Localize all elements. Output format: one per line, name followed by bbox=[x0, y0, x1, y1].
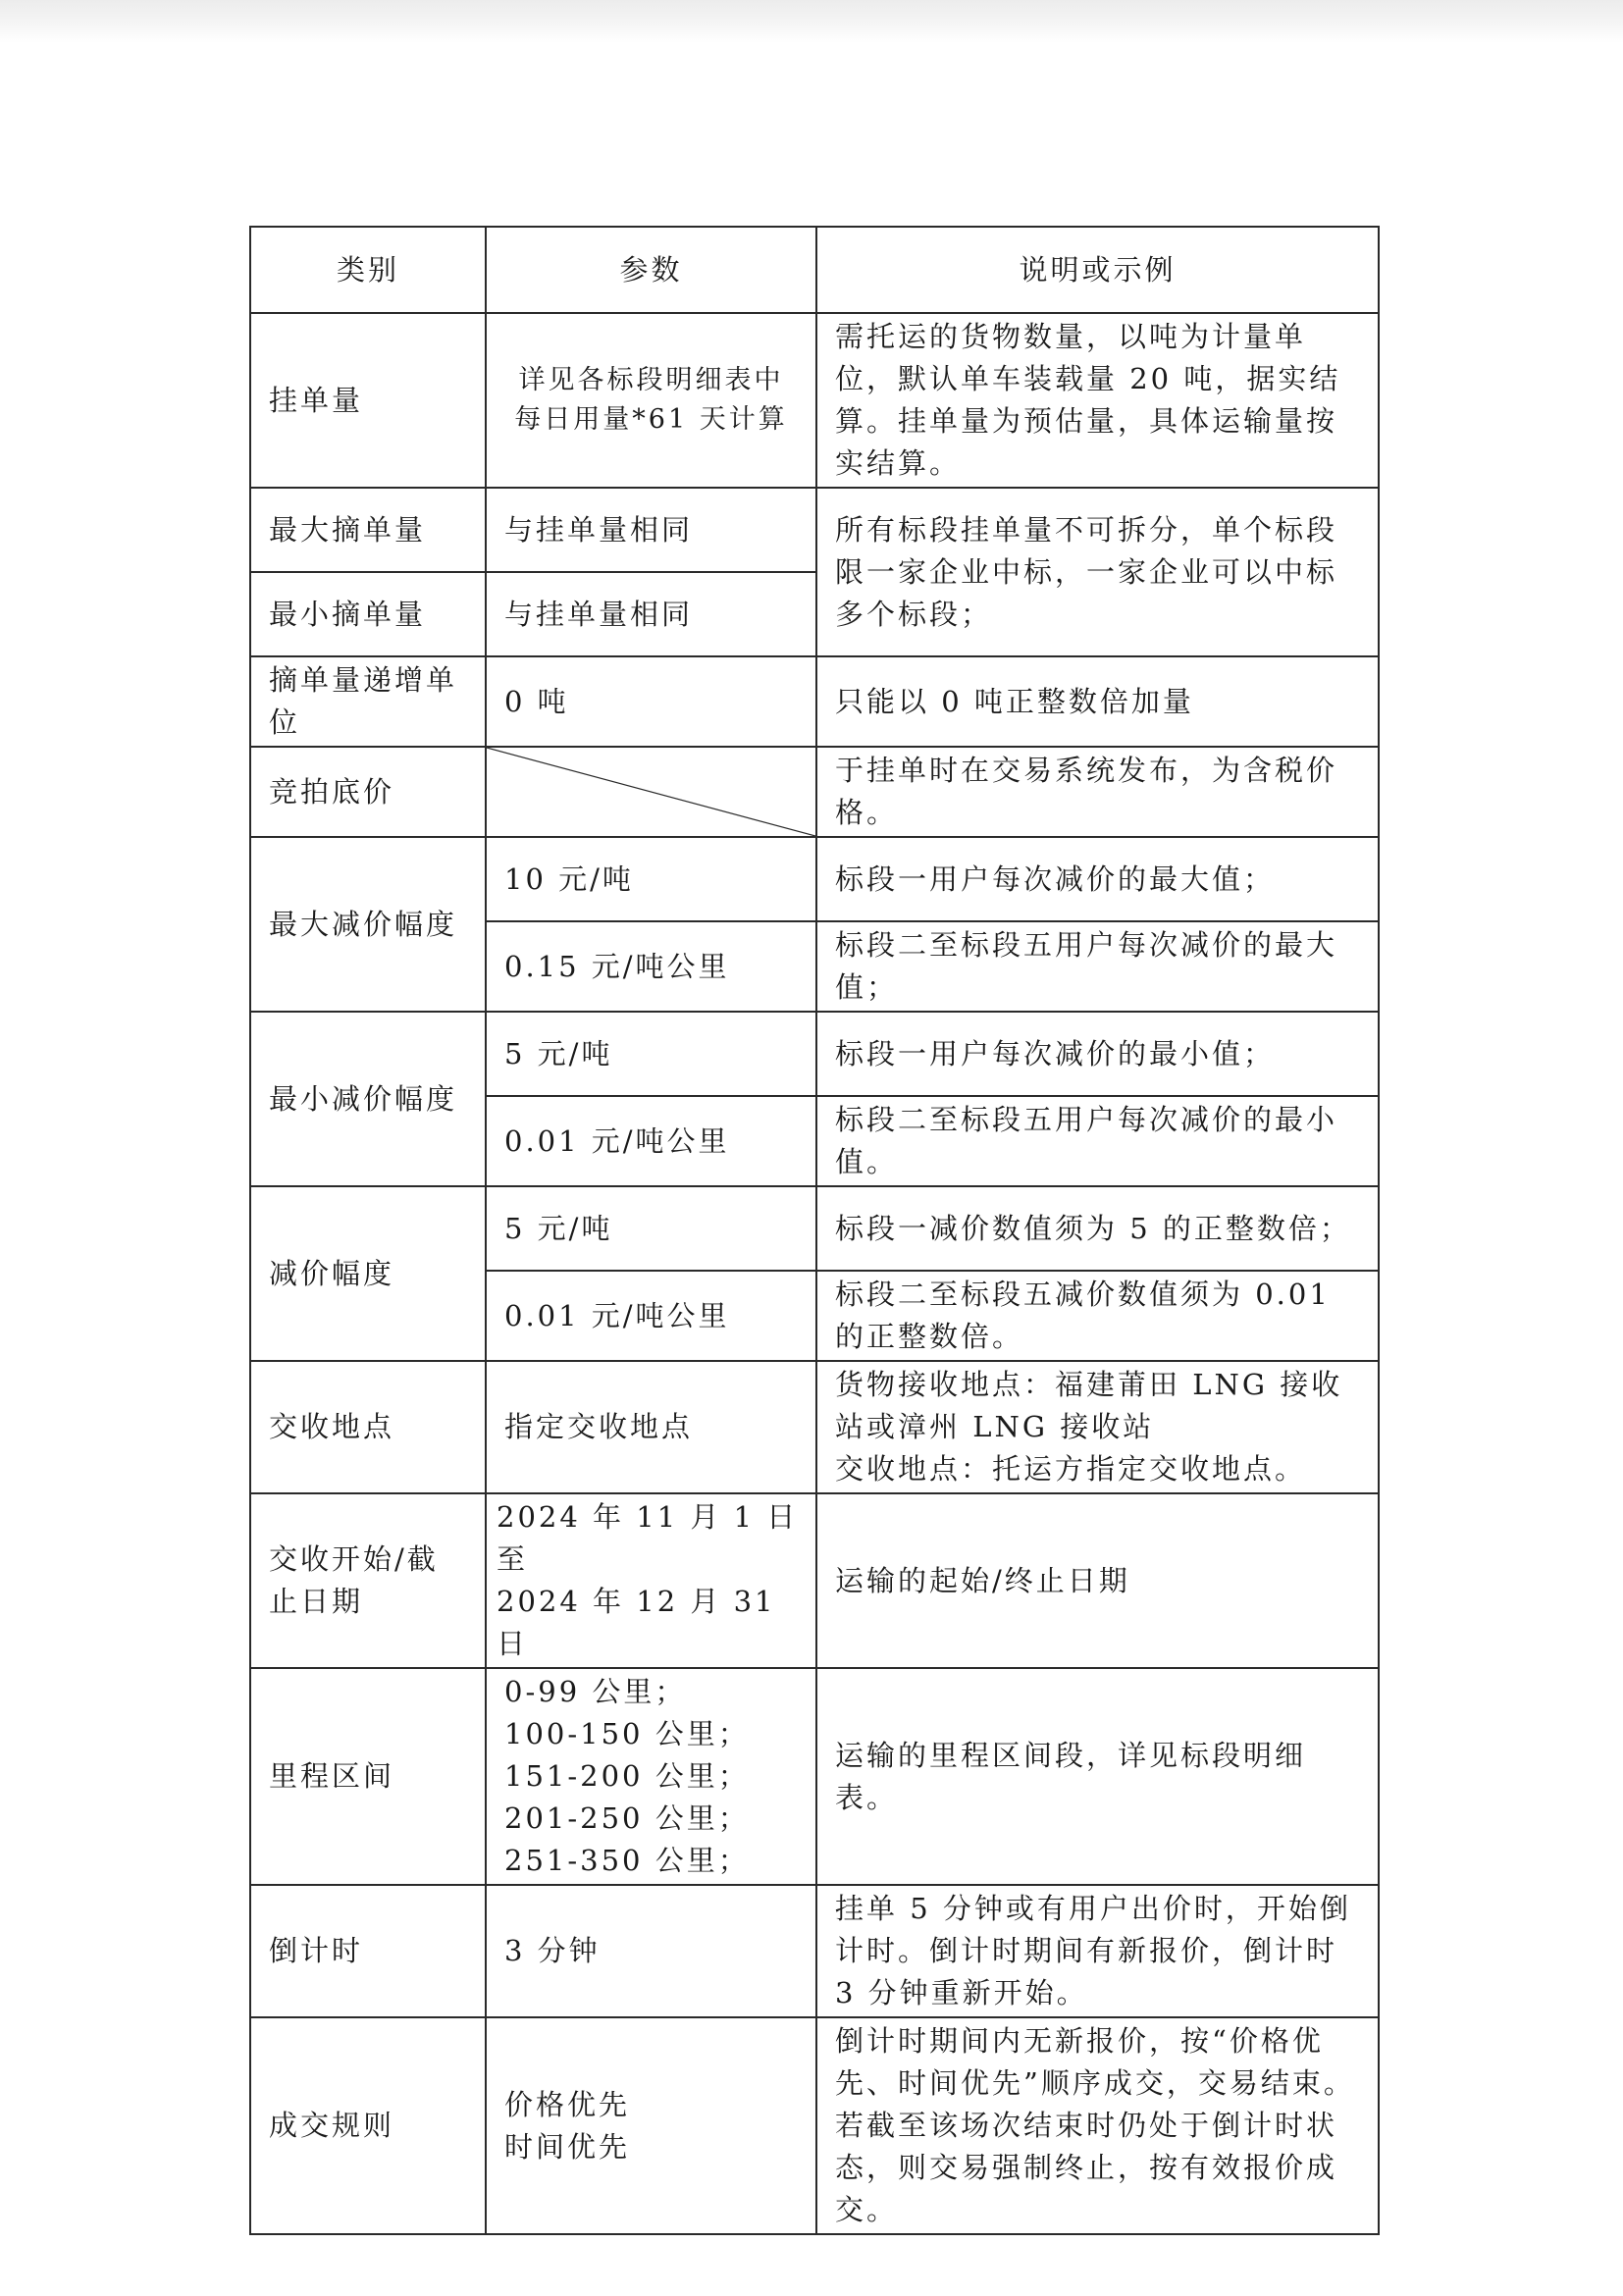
table-row bbox=[250, 2017, 1379, 2234]
header-row bbox=[250, 227, 1379, 313]
desc-line: 货物接收地点：福建莆田 LNG 接收站或漳州 LNG 接收站 bbox=[835, 1368, 1343, 1443]
category-cell: 最小摘单量 bbox=[250, 572, 486, 656]
desc-cell: 只能以 0 吨正整数倍加量 bbox=[816, 656, 1379, 747]
trading-parameters-table bbox=[249, 226, 1380, 2235]
param-cell: 指定交收地点 bbox=[486, 1361, 816, 1493]
param-line: 2024 年 12 月 31 日 bbox=[497, 1585, 776, 1660]
param-cell: 5 元/吨 bbox=[486, 1012, 816, 1096]
param-line: 详见各标段明细表中 bbox=[518, 365, 784, 395]
desc-cell: 标段二至标段五减价数值须为 0.01 的正整数倍。 bbox=[816, 1271, 1379, 1361]
param-cell bbox=[486, 1668, 816, 1885]
param-cell: 0.01 元/吨公里 bbox=[486, 1096, 816, 1186]
table-row bbox=[250, 1668, 1379, 1885]
desc-cell: 标段二至标段五用户每次减价的最小值。 bbox=[816, 1096, 1379, 1186]
desc-cell bbox=[816, 1361, 1379, 1493]
param-line: 2024 年 11 月 1 日至 bbox=[497, 1500, 799, 1576]
empty-param-cell bbox=[486, 747, 816, 837]
desc-cell: 倒计时期间内无新报价，按“价格优先、时间优先”顺序成交，交易结束。若截至该场次结束时仍处于倒计时状态，则交易强制终止，按有效报价成交。 bbox=[816, 2017, 1379, 2234]
table-row bbox=[250, 1885, 1379, 2017]
param-cell bbox=[486, 2017, 816, 2234]
category-cell: 最小减价幅度 bbox=[250, 1012, 486, 1186]
category-cell: 竞拍底价 bbox=[250, 747, 486, 837]
desc-cell: 标段一用户每次减价的最大值； bbox=[816, 837, 1379, 921]
desc-line: 交收地点：托运方指定交收地点。 bbox=[835, 1452, 1307, 1486]
category-cell: 交收开始/截止日期 bbox=[250, 1493, 486, 1668]
param-line: 201-250 公里； bbox=[504, 1801, 750, 1835]
category-cell: 摘单量递增单位 bbox=[250, 656, 486, 747]
category-cell: 倒计时 bbox=[250, 1885, 486, 2017]
category-cell: 成交规则 bbox=[250, 2017, 486, 2234]
table-row bbox=[250, 1493, 1379, 1668]
table-row bbox=[250, 747, 1379, 837]
param-cell: 5 元/吨 bbox=[486, 1186, 816, 1271]
param-cell: 与挂单量相同 bbox=[486, 488, 816, 572]
category-cell: 挂单量 bbox=[250, 313, 486, 488]
param-line: 每日用量*61 天计算 bbox=[514, 404, 788, 435]
table-row bbox=[250, 1361, 1379, 1493]
header-description: 说明或示例 bbox=[816, 227, 1379, 313]
param-cell: 10 元/吨 bbox=[486, 837, 816, 921]
table-row bbox=[250, 1186, 1379, 1271]
desc-cell: 标段一用户每次减价的最小值； bbox=[816, 1012, 1379, 1096]
param-line: 151-200 公里； bbox=[504, 1759, 750, 1793]
param-cell: 0.15 元/吨公里 bbox=[486, 921, 816, 1012]
desc-cell: 运输的里程区间段，详见标段明细表。 bbox=[816, 1668, 1379, 1885]
header-parameter: 参数 bbox=[486, 227, 816, 313]
diagonal-slash bbox=[487, 748, 815, 836]
desc-cell: 标段二至标段五用户每次减价的最大值； bbox=[816, 921, 1379, 1012]
desc-cell: 标段一减价数值须为 5 的正整数倍； bbox=[816, 1186, 1379, 1271]
param-cell: 0.01 元/吨公里 bbox=[486, 1271, 816, 1361]
param-line: 100-150 公里； bbox=[504, 1717, 750, 1750]
param-line: 时间优先 bbox=[504, 2129, 631, 2164]
param-cell: 3 分钟 bbox=[486, 1885, 816, 2017]
param-cell bbox=[486, 313, 816, 488]
category-cell: 交收地点 bbox=[250, 1361, 486, 1493]
table-row bbox=[250, 488, 1379, 572]
desc-cell: 所有标段挂单量不可拆分，单个标段限一家企业中标，一家企业可以中标多个标段； bbox=[816, 488, 1379, 656]
param-line: 251-350 公里； bbox=[504, 1844, 750, 1877]
desc-cell: 于挂单时在交易系统发布，为含税价格。 bbox=[816, 747, 1379, 837]
table-row bbox=[250, 313, 1379, 488]
param-line: 价格优先 bbox=[504, 2087, 631, 2121]
param-cell bbox=[486, 1493, 816, 1668]
scan-edge-shadow bbox=[0, 0, 1623, 43]
desc-cell: 需托运的货物数量，以吨为计量单位，默认单车装载量 20 吨，据实结算。挂单量为预估量，具体运输量按实结算。 bbox=[816, 313, 1379, 488]
param-cell: 与挂单量相同 bbox=[486, 572, 816, 656]
table-row bbox=[250, 837, 1379, 921]
param-line: 0-99 公里； bbox=[504, 1675, 687, 1708]
category-cell: 最大摘单量 bbox=[250, 488, 486, 572]
header-category: 类别 bbox=[250, 227, 486, 313]
category-cell: 减价幅度 bbox=[250, 1186, 486, 1361]
desc-cell: 挂单 5 分钟或有用户出价时，开始倒计时。倒计时期间有新报价，倒计时 3 分钟重新开始。 bbox=[816, 1885, 1379, 2017]
param-cell: 0 吨 bbox=[486, 656, 816, 747]
table-row bbox=[250, 1012, 1379, 1096]
category-cell: 里程区间 bbox=[250, 1668, 486, 1885]
category-cell: 最大减价幅度 bbox=[250, 837, 486, 1012]
table-row bbox=[250, 656, 1379, 747]
desc-cell: 运输的起始/终止日期 bbox=[816, 1493, 1379, 1668]
